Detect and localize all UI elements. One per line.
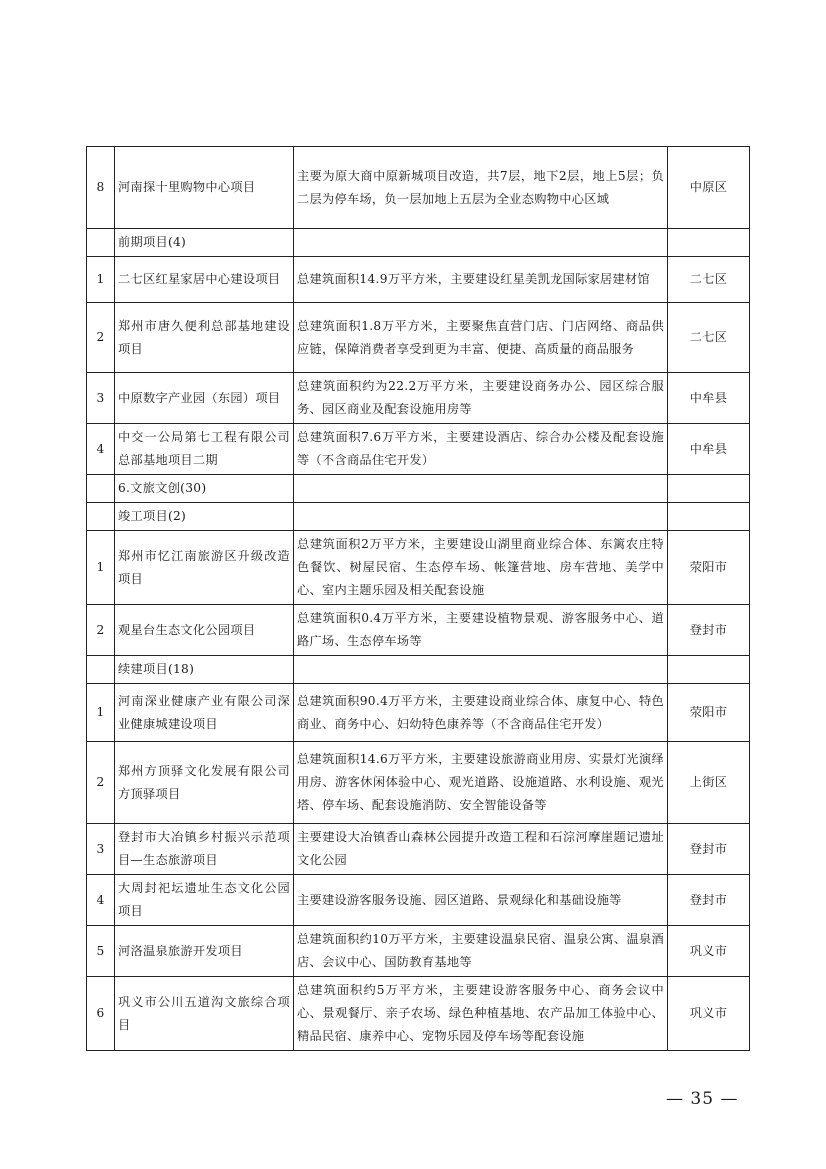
project-row	[87, 303, 750, 373]
section-label-cell: 续建项目(18)	[115, 656, 294, 684]
project-name-cell: 观星台生态文化公园项目	[115, 605, 294, 656]
section-header-row	[87, 475, 750, 503]
project-name-cell: 河南深业健康产业有限公司深业健康城建设项目	[115, 684, 294, 742]
project-description-cell: 主要建设大冶镇香山森林公园提升改造工程和石淙河摩崖题记遗址文化公园	[294, 824, 668, 875]
row-number-cell: 3	[87, 824, 115, 875]
description-cell	[294, 503, 668, 531]
page-number: — 35 —	[666, 1089, 739, 1109]
project-location-cell: 巩义市	[668, 977, 750, 1051]
row-number-cell: 3	[87, 373, 115, 424]
location-cell	[668, 656, 750, 684]
project-row	[87, 742, 750, 824]
row-number-cell: 1	[87, 257, 115, 303]
project-row	[87, 824, 750, 875]
project-description-cell: 总建筑面积7.6万平方米，主要建设酒店、综合办公楼及配套设施等（不含商品住宅开发）	[294, 424, 668, 475]
project-description-cell: 总建筑面积1.8万平方米，主要聚焦直营门店、门店网络、商品供应链，保障消费者享受到更为丰富、便捷、高质量的商品服务	[294, 303, 668, 373]
description-cell	[294, 656, 668, 684]
row-number-cell: 1	[87, 531, 115, 605]
description-cell	[294, 475, 668, 503]
row-number-cell	[87, 503, 115, 531]
project-name-cell: 二七区红星家居中心建设项目	[115, 257, 294, 303]
project-table-body	[87, 147, 750, 1051]
row-number-cell: 8	[87, 147, 115, 229]
row-number-cell: 4	[87, 424, 115, 475]
section-label-cell: 6.文旅文创(30)	[115, 475, 294, 503]
project-name-cell: 中交一公局第七工程有限公司总部基地项目二期	[115, 424, 294, 475]
project-location-cell: 巩义市	[668, 926, 750, 977]
project-name-cell: 大周封祀坛遗址生态文化公园项目	[115, 875, 294, 926]
row-number-cell: 1	[87, 684, 115, 742]
project-location-cell: 中牟县	[668, 373, 750, 424]
project-description-cell: 总建筑面积0.4万平方米，主要建设植物景观、游客服务中心、道路广场、生态停车场等	[294, 605, 668, 656]
project-name-cell: 河南探十里购物中心项目	[115, 147, 294, 229]
row-number-cell: 2	[87, 742, 115, 824]
project-name-cell: 巩义市公川五道沟文旅综合项目	[115, 977, 294, 1051]
project-location-cell: 登封市	[668, 875, 750, 926]
section-header-row	[87, 503, 750, 531]
project-row	[87, 424, 750, 475]
project-description-cell: 总建筑面积约10万平方米，主要建设温泉民宿、温泉公寓、温泉酒店、会议中心、国防教育基地等	[294, 926, 668, 977]
project-location-cell: 二七区	[668, 303, 750, 373]
project-description-cell: 主要为原大商中原新城项目改造，共7层，地下2层，地上5层；负二层为停车场，负一层加地上五层为全业态购物中心区域	[294, 147, 668, 229]
project-description-cell: 总建筑面积90.4万平方米，主要建设商业综合体、康复中心、特色商业、商务中心、妇幼特色康养等（不含商品住宅开发）	[294, 684, 668, 742]
project-location-cell: 二七区	[668, 257, 750, 303]
project-location-cell: 登封市	[668, 605, 750, 656]
project-location-cell: 荥阳市	[668, 684, 750, 742]
project-name-cell: 郑州方顶驿文化发展有限公司方顶驿项目	[115, 742, 294, 824]
row-number-cell	[87, 229, 115, 257]
project-row	[87, 531, 750, 605]
project-location-cell: 中原区	[668, 147, 750, 229]
project-row	[87, 875, 750, 926]
project-row	[87, 977, 750, 1051]
project-name-cell: 郑州市唐久便利总部基地建设项目	[115, 303, 294, 373]
location-cell	[668, 503, 750, 531]
project-location-cell: 登封市	[668, 824, 750, 875]
project-name-cell: 中原数字产业园（东园）项目	[115, 373, 294, 424]
row-number-cell: 5	[87, 926, 115, 977]
row-number-cell	[87, 656, 115, 684]
project-description-cell: 总建筑面积2万平方米，主要建设山湖里商业综合体、东篱农庄特色餐饮、树屋民宿、生态停车场、帐篷营地、房车营地、美学中心、室内主题乐园及相关配套设施	[294, 531, 668, 605]
row-number-cell: 4	[87, 875, 115, 926]
project-row	[87, 147, 750, 229]
project-description-cell: 主要建设游客服务设施、园区道路、景观绿化和基础设施等	[294, 875, 668, 926]
row-number-cell: 2	[87, 303, 115, 373]
project-description-cell: 总建筑面积14.9万平方米，主要建设红星美凯龙国际家居建材馆	[294, 257, 668, 303]
project-row	[87, 257, 750, 303]
project-description-cell: 总建筑面积约为22.2万平方米，主要建设商务办公、园区综合服务、园区商业及配套设施用房等	[294, 373, 668, 424]
project-table	[86, 146, 750, 1051]
section-label-cell: 前期项目(4)	[115, 229, 294, 257]
project-location-cell: 荥阳市	[668, 531, 750, 605]
project-description-cell: 总建筑面积约5万平方米，主要建设游客服务中心、商务会议中心、景观餐厅、亲子农场、绿色种植基地、农产品加工体验中心、精品民宿、康养中心、宠物乐园及停车场等配套设施	[294, 977, 668, 1051]
section-header-row	[87, 229, 750, 257]
project-description-cell: 总建筑面积14.6万平方米，主要建设旅游商业用房、实景灯光演绎用房、游客休闲体验中心、观光道路、设施道路、水利设施、观光塔、停车场、配套设施消防、安全智能设备等	[294, 742, 668, 824]
project-row	[87, 373, 750, 424]
description-cell	[294, 229, 668, 257]
row-number-cell: 2	[87, 605, 115, 656]
row-number-cell: 6	[87, 977, 115, 1051]
location-cell	[668, 229, 750, 257]
project-name-cell: 登封市大冶镇乡村振兴示范项目—生态旅游项目	[115, 824, 294, 875]
project-name-cell: 河洛温泉旅游开发项目	[115, 926, 294, 977]
section-header-row	[87, 656, 750, 684]
location-cell	[668, 475, 750, 503]
section-label-cell: 竣工项目(2)	[115, 503, 294, 531]
project-row	[87, 926, 750, 977]
project-row	[87, 605, 750, 656]
project-name-cell: 郑州市忆江南旅游区升级改造项目	[115, 531, 294, 605]
project-row	[87, 684, 750, 742]
row-number-cell	[87, 475, 115, 503]
project-location-cell: 上街区	[668, 742, 750, 824]
project-location-cell: 中牟县	[668, 424, 750, 475]
